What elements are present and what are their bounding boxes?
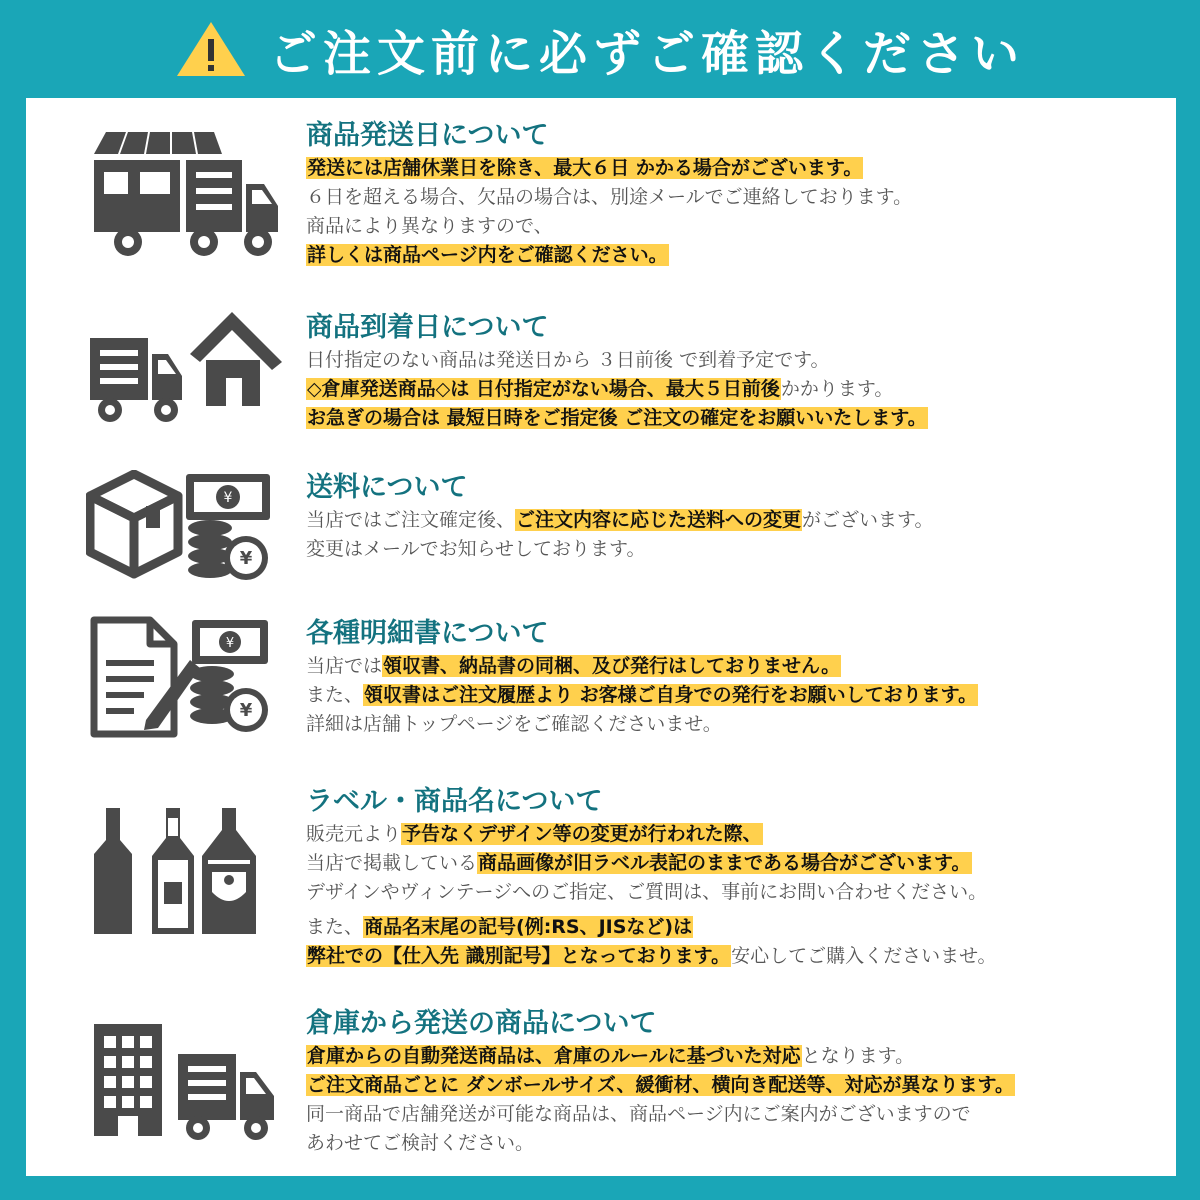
svg-text:¥: ¥ xyxy=(239,700,253,721)
svg-text:¥: ¥ xyxy=(239,548,253,569)
highlight-text: 商品名末尾の記号(例:RS、JISなど)は xyxy=(364,916,693,938)
body-text: あわせてご検討ください。 xyxy=(306,1132,535,1154)
svg-text:¥: ¥ xyxy=(225,636,235,651)
body-text: また、 xyxy=(306,684,364,706)
highlight-text: ◇倉庫発送商品◇は 日付指定がない場合、最大５日前後 xyxy=(307,378,780,400)
text-line xyxy=(306,1100,1156,1129)
highlight-text: ご注文商品ごとに ダンボールサイズ、緩衝材、横向き配送等、対応が異なります。 xyxy=(307,1074,1014,1096)
highlight-text: 倉庫からの自動発送商品は、倉庫のルールに基づいた対応 xyxy=(307,1045,801,1067)
highlight-text: 領収書、納品書の同梱、及び発行はしておりません。 xyxy=(383,655,841,677)
highlight-text: ご注文内容に応じた送料への変更 xyxy=(516,509,802,531)
highlight-text: 詳しくは商品ページ内をご確認ください。 xyxy=(307,244,668,266)
body-text: がございます。 xyxy=(802,509,934,531)
highlight-text: 予告なくデザイン等の変更が行われた際、 xyxy=(402,823,762,845)
text-line xyxy=(306,212,1156,241)
body-text: 販売元より xyxy=(306,823,402,845)
body-text: また、 xyxy=(306,916,364,938)
body-text: 変更はメールでお知らせしております。 xyxy=(306,538,646,560)
text-line xyxy=(306,710,1156,739)
body-text: 同一商品で店舗発送が可能な商品は、商品ページ内にご案内がございますので xyxy=(306,1103,971,1125)
highlight-text: 弊社での【仕入先 識別記号】となっております。 xyxy=(307,945,731,967)
shop-delivery-truck-icon xyxy=(86,132,281,262)
section-heading: 倉庫から発送の商品について xyxy=(306,1008,657,1039)
notice-panel xyxy=(26,98,1176,1176)
section-heading: 各種明細書について xyxy=(306,618,549,649)
highlight-text: お急ぎの場合は 最短日時をご指定後 ご注文の確定をお願いいたします。 xyxy=(307,407,927,429)
body-text: 安心してご購入くださいませ。 xyxy=(731,945,997,967)
text-line xyxy=(306,878,1156,907)
text-line xyxy=(306,942,1156,971)
body-text: デザインやヴィンテージへのご指定、ご質問は、事前にお問い合わせください。 xyxy=(306,881,988,903)
truck-to-house-icon xyxy=(86,302,286,432)
text-line xyxy=(306,820,1156,849)
section-heading: 送料について xyxy=(306,472,468,503)
document-and-money-icon xyxy=(86,616,296,740)
highlight-text: 領収書はご注文履歴より お客様ご自身での発行をお願いしております。 xyxy=(364,684,978,706)
text-line xyxy=(306,346,1156,375)
section-heading: 商品発送日について xyxy=(306,120,549,151)
body-text: 当店ではご注文確定後、 xyxy=(306,509,516,531)
body-text: かかります。 xyxy=(780,378,894,400)
page-title: ご注文前に必ずご確認ください xyxy=(268,25,1025,82)
body-text: 日付指定のない商品は発送日から ３日前後 で到着予定です。 xyxy=(306,349,830,371)
highlight-text: 発送には店舗休業日を除き、最大６日 かかる場合がございます。 xyxy=(307,157,863,179)
text-line xyxy=(306,1071,1156,1100)
text-line xyxy=(306,652,1156,681)
section-heading: 商品到着日について xyxy=(306,312,549,343)
body-text: 当店では xyxy=(306,655,383,677)
warning-icon xyxy=(175,20,247,78)
text-line xyxy=(306,913,1156,942)
text-line xyxy=(306,375,1156,404)
body-text: ６日を超える場合、欠品の場合は、別途メールでご連絡しております。 xyxy=(306,186,913,208)
body-text: となります。 xyxy=(801,1045,915,1067)
text-line xyxy=(306,1042,1156,1071)
header xyxy=(0,0,1200,98)
section-heading: ラベル・商品名について xyxy=(306,786,603,817)
text-line xyxy=(306,1129,1156,1158)
text-line xyxy=(306,506,1156,535)
text-line xyxy=(306,681,1156,710)
body-text: 当店で掲載している xyxy=(306,852,478,874)
text-line xyxy=(306,849,1156,878)
box-and-money-icon xyxy=(86,470,296,590)
svg-text:¥: ¥ xyxy=(223,490,233,506)
highlight-text: 商品画像が旧ラベル表記のままである場合がございます。 xyxy=(478,852,971,874)
text-line xyxy=(306,183,1156,212)
body-text: 商品により異なりますので、 xyxy=(306,215,553,237)
text-line xyxy=(306,404,1156,433)
text-line xyxy=(306,241,1156,270)
body-text: 詳細は店舗トップページをご確認くださいませ。 xyxy=(306,713,722,735)
text-line xyxy=(306,535,1156,564)
text-line xyxy=(306,154,1156,183)
bottles-icon xyxy=(86,808,266,938)
warehouse-truck-icon xyxy=(86,1020,286,1144)
